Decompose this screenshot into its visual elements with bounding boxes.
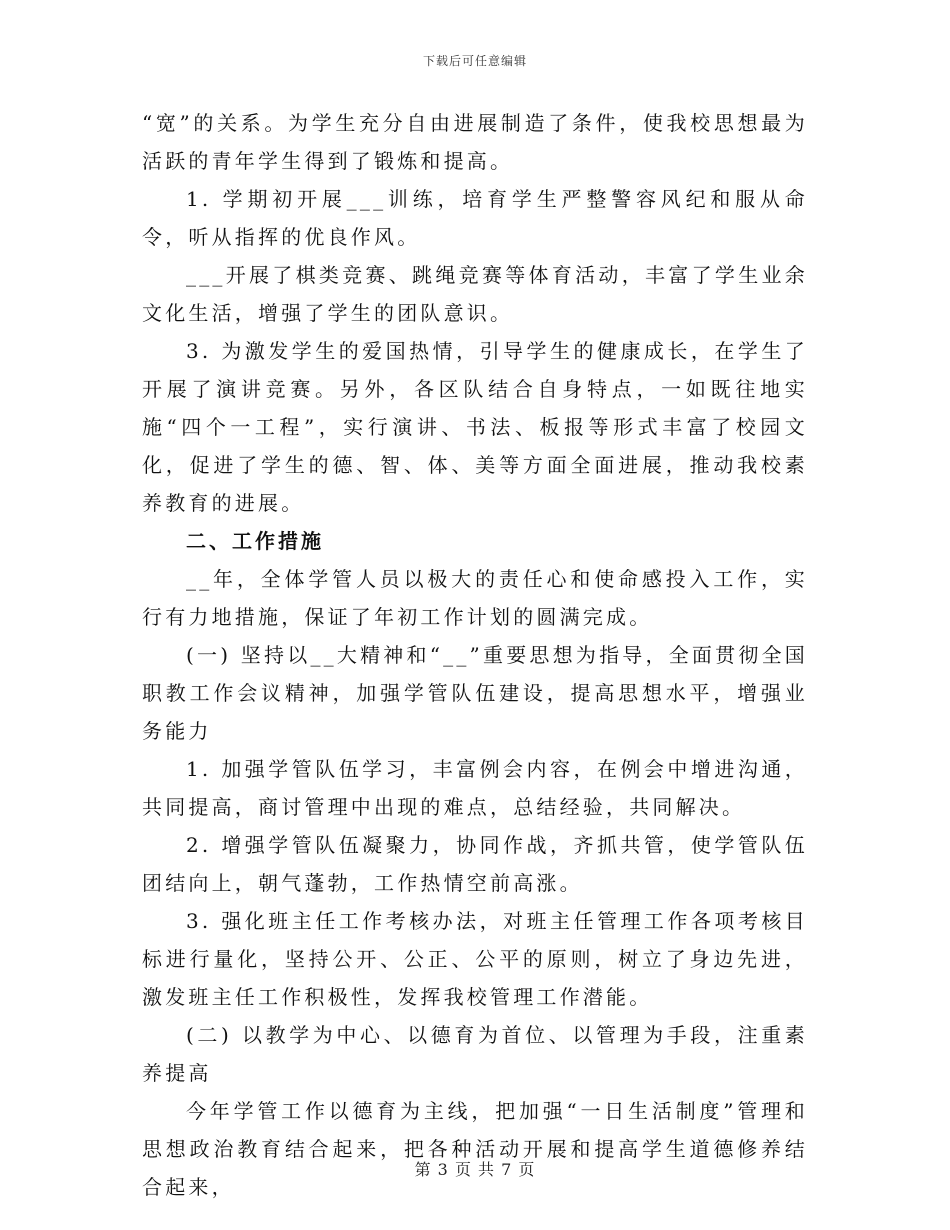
paragraph-measure-1: 1. 加强学管队伍学习，丰富例会内容，在例会中增进沟通，共同提高，商讨管理中出现的难点，总结经验，共同解决。 — [142, 757, 808, 819]
paragraph-item-1: 1. 学期初开展___训练，培育学生严整警容风纪和服从命令，听从指挥的优良作风。 — [142, 187, 808, 249]
subsection-2-title: (二) 以教学为中心、以德育为首位、以管理为手段，注重素养提高 — [142, 1023, 808, 1085]
paragraph-intro: __年，全体学管人员以极大的责任心和使命感投入工作，实行有力地措施，保证了年初工作计划的圆满完成。 — [142, 567, 808, 629]
paragraph-item-3: 3. 为激发学生的爱国热情，引导学生的健康成长，在学生了开展了演讲竞赛。另外，各区队结合自身特点，一如既往地实施“四个一工程”，实行演讲、书法、板报等形式丰富了校园文化，促进了学生的德、智、体、美等方面全面进展，推动我校素养教育的进展。 — [142, 339, 808, 515]
page-number: 第 3 页 共 7 页 — [414, 1160, 536, 1179]
paragraph-measure-3: 3. 强化班主任工作考核办法，对班主任管理工作各项考核目标进行量化，坚持公开、公正、公平的原则，树立了身边先进，激发班主任工作积极性，发挥我校管理工作潜能。 — [142, 909, 808, 1009]
section-heading: 二、工作措施 — [186, 529, 324, 553]
document-body — [142, 104, 808, 1206]
paragraph-measure-2: 2. 增强学管队伍凝聚力，协同作战，齐抓共管，使学管队伍团结向上，朝气蓬勃，工作热情空前高涨。 — [142, 833, 808, 895]
paragraph-continuation: “宽”的关系。为学生充分自由进展制造了条件，使我校思想最为活跃的青年学生得到了锻炼和提高。 — [142, 111, 808, 173]
paragraph-item-2: ___开展了棋类竞赛、跳绳竞赛等体育活动，丰富了学生业余文化生活，增强了学生的团队意识。 — [142, 263, 808, 325]
page-header: 下载后可任意编辑 — [422, 54, 527, 68]
paragraph-closing: 今年学管工作以德育为主线，把加强“一日生活制度”管理和思想政治教育结合起来，把各种活动开展和提高学生道德修养结合起来， — [142, 1099, 808, 1199]
subsection-1-title: (一) 坚持以__大精神和“__”重要思想为指导，全面贯彻全国职教工作会议精神，加强学管队伍建设，提高思想水平，增强业务能力 — [142, 643, 808, 743]
